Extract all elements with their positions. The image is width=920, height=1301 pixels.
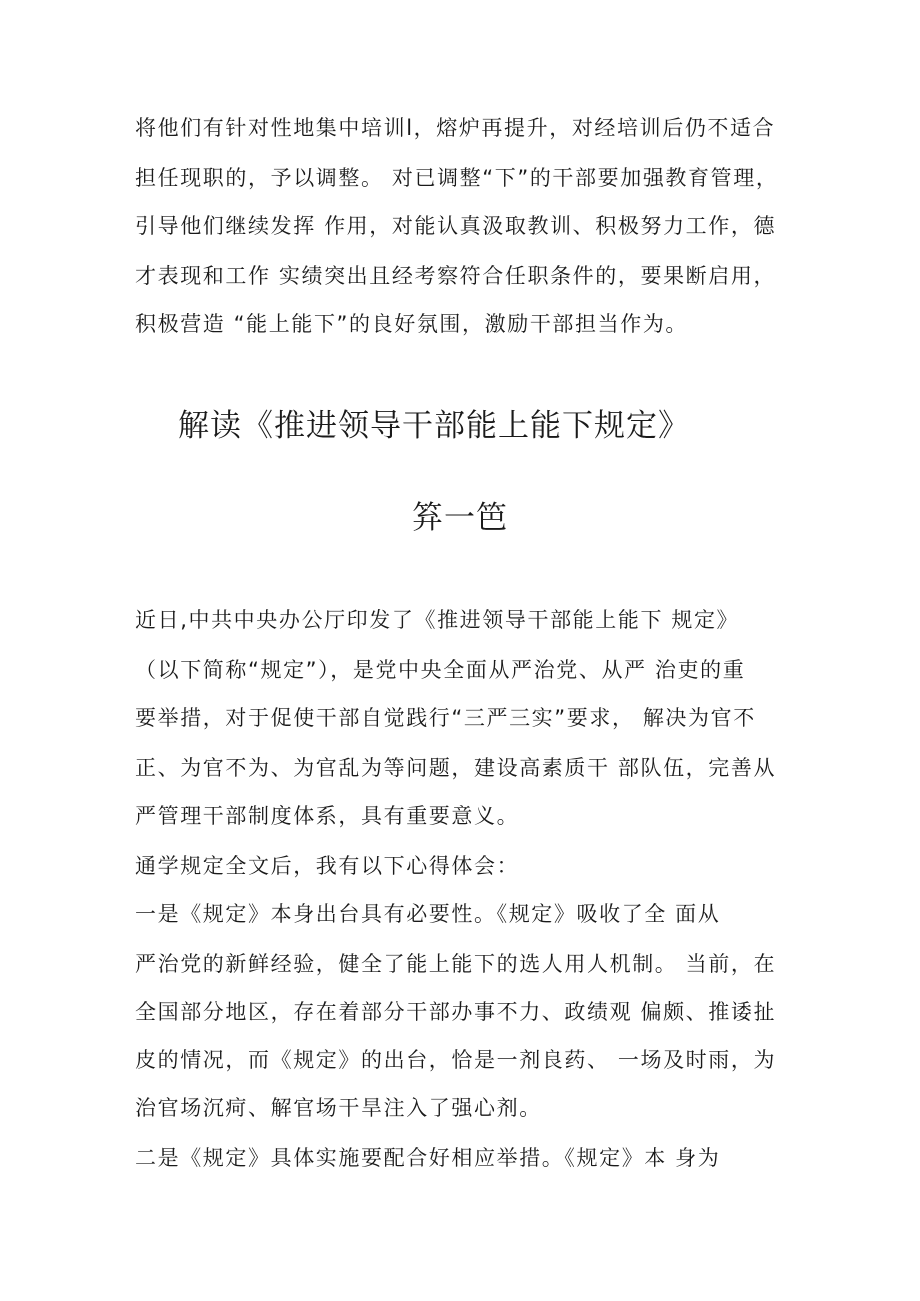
- text-line: 近日,中共中央办公厅印发了《推进领导干部能上能下 规定》: [135, 608, 740, 632]
- text-line: 担任现职的，予以调整。 对已调整“下”的干部要加强教育管理，: [135, 166, 779, 190]
- article-subtitle: 笲一笆: [412, 500, 508, 536]
- text-line: 要举措，对于促使干部自觉践行“三严三实”要求， 解决为官不: [135, 706, 756, 730]
- text-line: （以下简称“规定”），是党中央全面从严治党、从严 治吏的重: [135, 658, 746, 682]
- text-line: 引导他们继续发挥 作用，对能认真汲取教训、积极努力工作，德: [135, 214, 777, 238]
- text-line: 严管理干部制度体系，具有重要意义。: [135, 804, 520, 828]
- text-line: 将他们有针对性地集中培训l，熔炉再提升，对经培训后仍不适合: [135, 116, 776, 140]
- text-line: 治官场沉疴、解官场干旱注入了强心剂。: [135, 1096, 542, 1120]
- text-line: 皮的情况，而《规定》的出台，恰是一剂良药、 一场及时雨，为: [135, 1048, 777, 1072]
- text-line: 正、为官不为、为官乱为等问题，建设高素质干 部队伍，完善从: [135, 756, 777, 780]
- text-line: 一是《规定》本身出台具有必要性。《规定》吸收了全 面从: [135, 902, 721, 926]
- text-line: 严治党的新鲜经验，健全了能上能下的选人用人机制。 当前，在: [135, 952, 777, 976]
- text-line: 才表现和工作 实绩突出且经考察符合任职条件的，要果断启用，: [135, 264, 777, 288]
- text-line: 全国部分地区，存在着部分干部办事不力、政绩观 偏颇、推诿扯: [135, 1000, 777, 1024]
- article-title: 解读《推进领导干部能上能下规定》: [178, 408, 690, 444]
- text-line: 通学规定全文后，我有以下心得体会：: [135, 854, 520, 878]
- text-line: 二是《规定》具体实施要配合好相应举措。《规定》本 身为: [135, 1146, 721, 1170]
- text-line: 积极营造 “能上能下”的良好氛围，激励干部担当作为。: [135, 312, 689, 336]
